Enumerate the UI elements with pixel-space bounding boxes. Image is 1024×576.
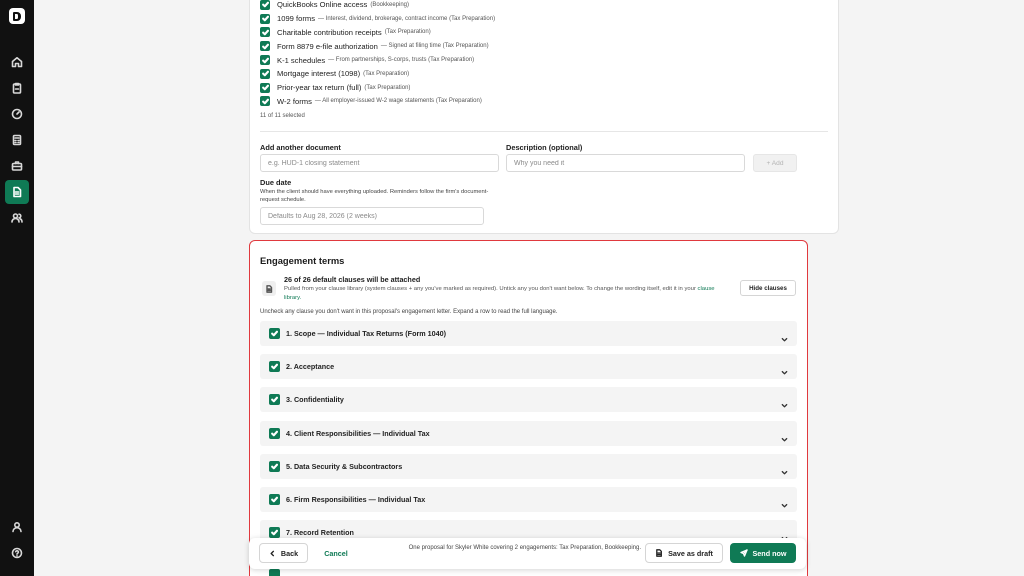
list-item[interactable] (260, 81, 495, 95)
clause-row[interactable] (260, 321, 797, 346)
clause-count: 26 of 26 default clauses will be attached (284, 275, 421, 284)
app-logo[interactable] (9, 8, 25, 24)
checkbox[interactable] (269, 361, 280, 372)
checkbox[interactable] (260, 69, 270, 79)
document-list (260, 0, 495, 108)
document-desc: — All employer-issued W-2 wage statements (Tax Preparation) (314, 98, 482, 105)
document-desc: — Interest, dividend, brokerage, contract income (Tax Preparation) (318, 15, 496, 22)
document-desc: (Bookkeeping) (370, 1, 410, 8)
clause-note (284, 285, 724, 303)
clause-label: 6. Firm Responsibilities — Individual Tax (286, 495, 426, 504)
chevron-down-icon[interactable] (781, 463, 788, 470)
document-name: Charitable contribution receipts (277, 27, 382, 37)
add-document-label: Add another document (260, 143, 341, 152)
checkbox[interactable] (260, 55, 270, 65)
document-name: 1099 forms (277, 14, 315, 24)
main-content (34, 0, 1024, 576)
sidebar (0, 0, 34, 576)
hide-clauses-button[interactable]: Hide clauses (740, 280, 796, 296)
document-desc: (Tax Preparation) (384, 29, 431, 36)
document-name: QuickBooks Online access (277, 0, 368, 10)
document-name: Mortgage interest (1098) (277, 69, 361, 79)
list-item[interactable] (260, 67, 495, 81)
chevron-down-icon[interactable] (781, 363, 788, 370)
list-item[interactable] (260, 12, 495, 26)
cancel-button[interactable]: Cancel (324, 548, 348, 558)
add-document-input[interactable] (260, 154, 499, 172)
list-item[interactable] (260, 53, 495, 67)
list-item[interactable] (260, 39, 495, 53)
checkbox[interactable] (260, 41, 270, 51)
clause-row[interactable] (260, 454, 797, 479)
description-input[interactable] (506, 154, 745, 172)
chevron-down-icon[interactable] (781, 330, 788, 337)
divider (260, 131, 828, 132)
clause-library-link[interactable]: clause library. (284, 286, 715, 301)
section-title: Engagement terms (260, 255, 345, 266)
document-icon (655, 549, 663, 557)
save-draft-button[interactable] (645, 543, 723, 563)
calculator-icon[interactable] (5, 128, 29, 152)
send-icon (740, 549, 748, 557)
briefcase-icon[interactable] (5, 154, 29, 178)
document-desc: (Tax Preparation) (364, 84, 411, 91)
chevron-down-icon[interactable] (781, 496, 788, 503)
clause-row[interactable] (260, 487, 797, 512)
save-draft-label: Save as draft (668, 548, 713, 558)
gauge-icon[interactable] (5, 102, 29, 126)
document-desc: (Tax Preparation) (363, 70, 410, 77)
clipboard-icon[interactable] (5, 76, 29, 100)
due-date-input[interactable] (260, 207, 484, 225)
chevron-down-icon[interactable] (781, 529, 788, 536)
description-label: Description (optional) (506, 143, 583, 152)
help-icon[interactable] (5, 541, 29, 565)
checkbox[interactable] (260, 0, 270, 10)
clause-row[interactable] (260, 421, 797, 446)
due-date-label: Due date (260, 178, 292, 187)
document-name: W-2 forms (277, 96, 312, 106)
checkbox[interactable] (269, 428, 280, 439)
checkbox[interactable] (260, 27, 270, 37)
add-document-button[interactable]: + Add (753, 154, 797, 172)
send-now-button[interactable] (730, 543, 796, 563)
engagement-terms-card (249, 240, 808, 576)
checkbox[interactable] (269, 569, 280, 576)
proposal-summary: One proposal for Skyler White covering 2 engagements: Tax Preparation, Bookkeeping. (408, 545, 641, 551)
clause-row[interactable] (260, 387, 797, 412)
users-icon[interactable] (5, 206, 29, 230)
clause-label: 1. Scope — Individual Tax Returns (Form 1040) (286, 329, 447, 338)
clause-label: 4. Client Responsibilities — Individual Tax (286, 429, 430, 438)
document-name: K-1 schedules (277, 55, 326, 65)
due-date-help: When the client should have everything uploaded. Reminders follow the firm's document-request schedule. (260, 189, 489, 203)
document-desc: — Signed at filing time (Tax Preparation) (380, 43, 489, 50)
clause-row[interactable] (260, 354, 797, 379)
clause-label: 7. Record Retention (286, 528, 354, 537)
chevron-down-icon[interactable] (781, 430, 788, 437)
document-name: Form 8879 e-file authorization (277, 41, 378, 51)
clause-note-text: Pulled from your clause library (system clauses + any you've marked as required). Untick any you don't want below. To change the wording itself, edit it in your (284, 286, 696, 292)
chevron-down-icon[interactable] (781, 396, 788, 403)
list-item[interactable] (260, 0, 495, 12)
back-button[interactable] (259, 543, 308, 563)
list-item[interactable] (260, 95, 495, 109)
checkbox[interactable] (269, 527, 280, 538)
checkbox[interactable] (269, 328, 280, 339)
checkbox[interactable] (260, 83, 270, 93)
list-item[interactable] (260, 26, 495, 40)
footer-action-bar (249, 538, 806, 569)
checkbox[interactable] (269, 461, 280, 472)
clause-label: 2. Acceptance (286, 362, 335, 371)
uncheck-note: Uncheck any clause you don't want in this proposal's engagement letter. Expand a row to read the full language. (260, 309, 558, 315)
clause-document-icon (262, 281, 276, 296)
checkbox[interactable] (269, 394, 280, 405)
clause-label: 5. Data Security & Subcontractors (286, 462, 403, 471)
document-name: Prior-year tax return (full) (277, 83, 362, 93)
document-desc: — From partnerships, S-corps, trusts (Tax Preparation) (328, 57, 475, 64)
user-icon[interactable] (5, 515, 29, 539)
document-icon[interactable] (5, 180, 29, 204)
checkbox[interactable] (260, 96, 270, 106)
arrow-left-icon (269, 550, 276, 557)
checkbox[interactable] (269, 494, 280, 505)
back-label: Back (280, 548, 299, 558)
documents-card (249, 0, 839, 234)
checkbox[interactable] (260, 14, 270, 24)
home-icon[interactable] (5, 50, 29, 74)
selected-count: 11 of 11 selected (260, 113, 305, 119)
send-now-label: Send now (752, 548, 787, 558)
clause-label: 3. Confidentiality (286, 395, 344, 404)
